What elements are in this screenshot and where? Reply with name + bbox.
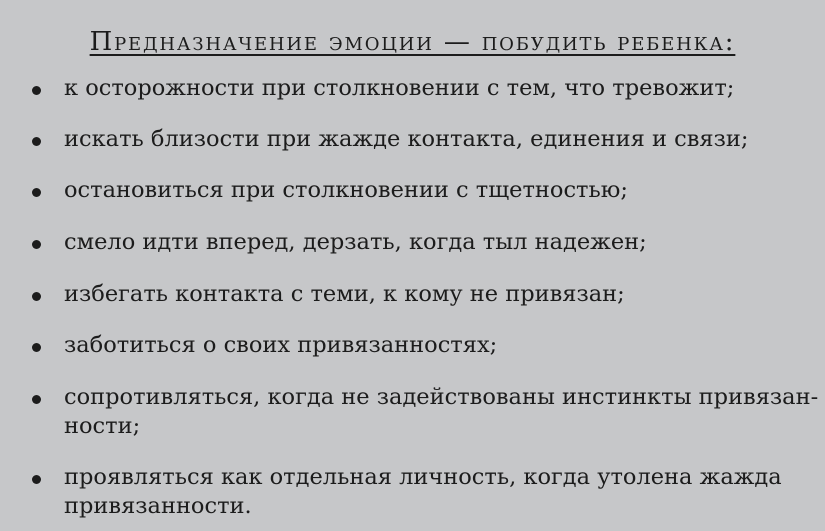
- list-item-text: [64, 383, 819, 441]
- heading-text: Предназначение эмоции — побудить ребенка:: [89, 27, 736, 57]
- list-item-line: проявляться как отдельная личность, когда утолена жажда: [64, 464, 782, 490]
- bullet-icon: [32, 240, 41, 249]
- list-item-text: [64, 228, 794, 257]
- list-item-line: привязанности.: [64, 493, 252, 519]
- list-item-text: [64, 463, 794, 521]
- bullet-icon: [32, 475, 41, 484]
- bullet-icon: [32, 292, 41, 301]
- list-item-text: [64, 331, 794, 360]
- list-item-line: смело идти вперед, дерзать, когда тыл надежен;: [64, 229, 647, 255]
- list-item-text: [64, 125, 794, 154]
- list-item-line: к осторожности при столкновении с тем, что тревожит;: [64, 75, 735, 101]
- list-item-text: [64, 280, 794, 309]
- list-item-line: заботиться о своих привязанностях;: [64, 332, 498, 358]
- list-item-line: искать близости при жажде контакта, единения и связи;: [64, 126, 749, 152]
- list-item-text: [64, 74, 794, 103]
- list-item-line: остановиться при столкновении с тщетностью;: [64, 177, 628, 203]
- list-item-text: [64, 176, 794, 205]
- list-item-line: избегать контакта с теми, к кому не привязан;: [64, 281, 625, 307]
- list-item-line: сопротивляться, когда не задействованы инстинкты привязан-: [64, 384, 819, 410]
- bullet-icon: [32, 137, 41, 146]
- bullet-icon: [32, 86, 41, 95]
- bullet-icon: [32, 343, 41, 352]
- bullet-icon: [32, 395, 41, 404]
- list-item-line: ности;: [64, 413, 141, 439]
- bullet-icon: [32, 188, 41, 197]
